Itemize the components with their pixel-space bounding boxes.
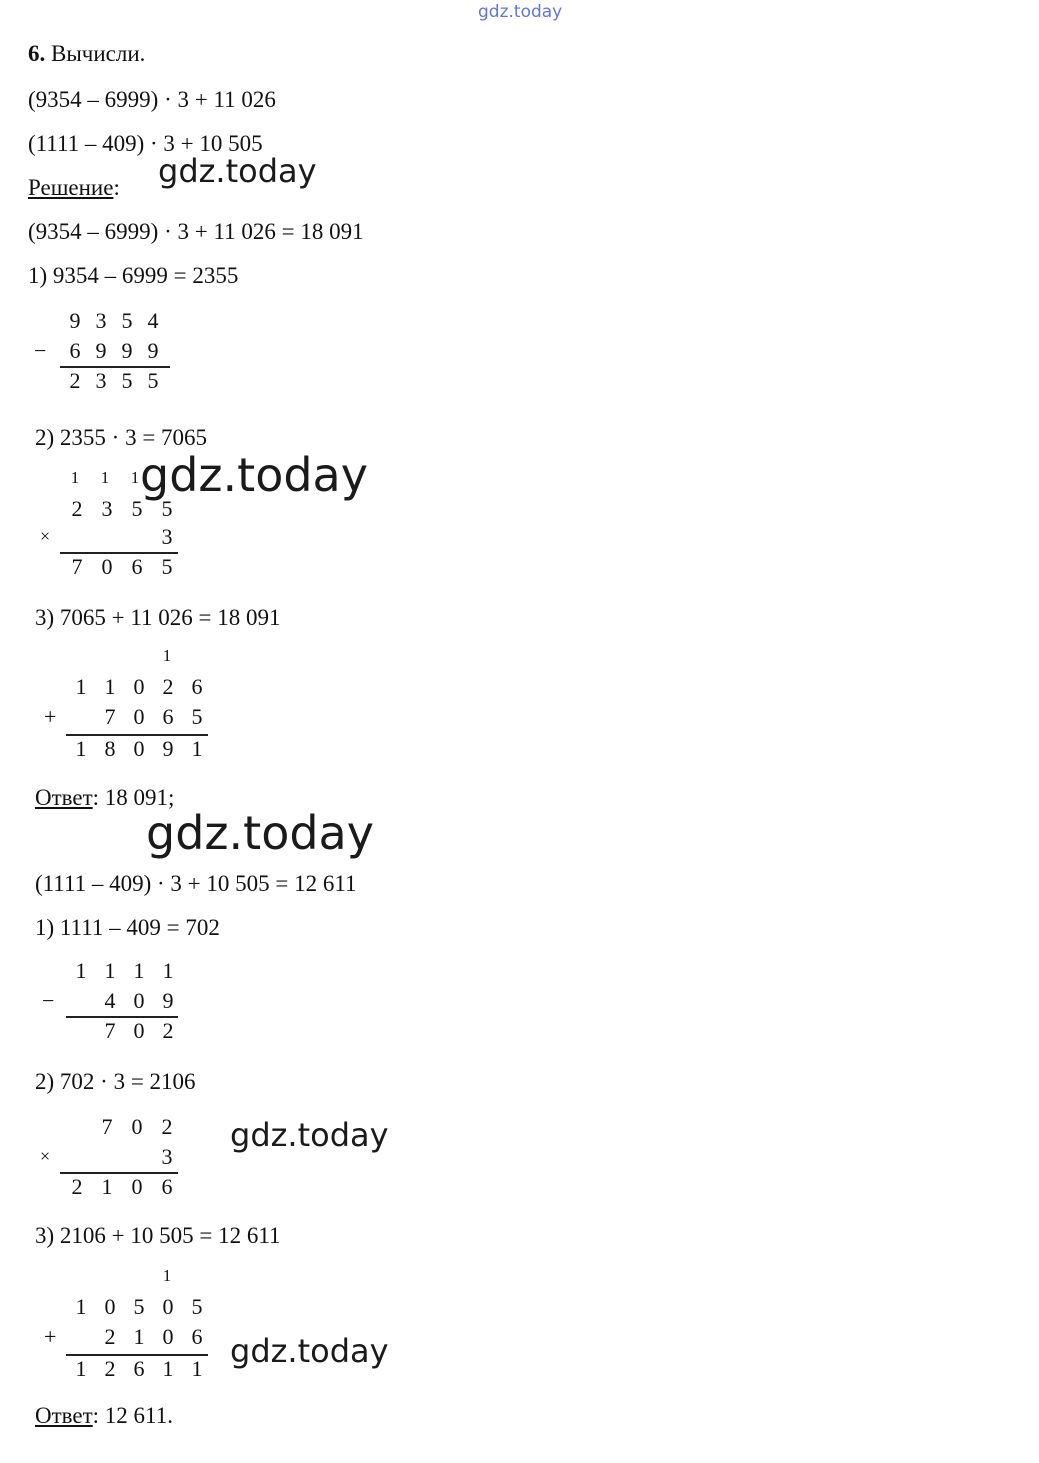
watermark: gdz.today: [158, 152, 317, 190]
digit: 3: [161, 1144, 173, 1169]
digit: 6: [161, 1174, 173, 1199]
part2-full-expression: (1111 – 409) · 3 + 10 505 = 12 611: [35, 871, 357, 896]
part2-step-1: 1) 1111 – 409 = 702: [35, 915, 220, 940]
digit: 1: [133, 1324, 145, 1349]
part1-step-3: 3) 7065 + 11 026 = 18 091: [35, 605, 281, 630]
watermark: gdz.today: [146, 806, 374, 860]
minus-sign: −: [34, 338, 47, 363]
digit: 7: [71, 554, 83, 579]
digit: 5: [131, 496, 143, 521]
part2-column-multiplication: [40, 1114, 190, 1210]
digit: 0: [133, 1018, 145, 1043]
answer-label: Ответ: [35, 785, 93, 810]
watermark: gdz.today: [230, 1332, 389, 1370]
answer-value: : 12 611.: [92, 1403, 173, 1428]
digit: 2: [71, 496, 83, 521]
digit: 3: [95, 308, 107, 333]
part1-step-1: 1) 9354 – 6999 = 2355: [28, 263, 239, 288]
multiply-sign: ×: [40, 1146, 51, 1166]
part2-column-addition: [44, 1266, 216, 1384]
digit: 0: [133, 674, 145, 699]
digit: 5: [133, 1294, 145, 1319]
digit: 1: [75, 958, 87, 983]
digit: 5: [161, 554, 173, 579]
digit: 0: [131, 1114, 143, 1139]
digit: 2: [162, 674, 174, 699]
watermark: gdz.today: [140, 448, 368, 502]
digit: 9: [95, 338, 107, 363]
digit: 9: [162, 736, 174, 761]
digit: 3: [101, 496, 113, 521]
part1-column-addition: [44, 646, 216, 764]
part1-column-subtraction: [34, 308, 180, 404]
multiply-sign: ×: [40, 526, 51, 546]
digit: 1: [75, 1294, 87, 1319]
digit: 1: [75, 674, 87, 699]
plus-sign: +: [44, 704, 57, 729]
digit: 2: [104, 1324, 116, 1349]
part1-answer: [35, 784, 174, 812]
part1-column-multiplication: [40, 468, 190, 586]
digit: 8: [104, 736, 116, 761]
digit: 0: [104, 1294, 116, 1319]
minus-sign: −: [42, 988, 55, 1013]
digit: 6: [133, 1356, 145, 1381]
digit: 5: [191, 704, 203, 729]
digit: 1: [133, 958, 145, 983]
digit: 0: [133, 988, 145, 1013]
digit: 9: [69, 308, 81, 333]
digit: 2: [71, 1174, 83, 1199]
digit: 6: [69, 338, 81, 363]
solution-label: Решение: [28, 175, 114, 200]
digit: 6: [191, 674, 203, 699]
digit: 1: [162, 958, 174, 983]
answer-value: : 18 091;: [92, 785, 175, 810]
task-number: 6.: [28, 41, 46, 66]
carry-digit: 1: [162, 646, 172, 665]
part2-step-3: 3) 2106 + 10 505 = 12 611: [35, 1223, 281, 1248]
carry-digit: 1: [70, 468, 80, 487]
digit: 1: [191, 1356, 203, 1381]
digit: 4: [104, 988, 116, 1013]
digit: 0: [133, 736, 145, 761]
task-expression-1: (9354 – 6999) · 3 + 11 026: [28, 87, 276, 112]
part2-step-2: 2) 702 · 3 = 2106: [35, 1069, 196, 1094]
part1-step-2: 2) 2355 · 3 = 7065: [35, 425, 208, 450]
part2-column-subtraction: [42, 958, 196, 1054]
digit: 2: [104, 1356, 116, 1381]
digit: 9: [147, 338, 159, 363]
digit: 6: [131, 554, 143, 579]
carry-digit: 1: [100, 468, 110, 487]
watermark: gdz.today: [230, 1116, 389, 1154]
digit: 6: [191, 1324, 203, 1349]
digit: 0: [131, 1174, 143, 1199]
digit: 2: [162, 1018, 174, 1043]
digit: 2: [69, 368, 81, 393]
digit: 1: [191, 736, 203, 761]
digit: 9: [121, 338, 133, 363]
digit: 5: [121, 308, 133, 333]
answer-label: Ответ: [35, 1403, 93, 1428]
task-header: [28, 40, 145, 68]
digit: 5: [191, 1294, 203, 1319]
carry-digit: 1: [162, 1266, 172, 1285]
digit: 1: [104, 958, 116, 983]
digit: 0: [162, 1324, 174, 1349]
carry-digit: 1: [130, 468, 140, 487]
watermark-top: gdz.today: [478, 2, 563, 22]
digit: 0: [101, 554, 113, 579]
digit: 1: [104, 674, 116, 699]
digit: 6: [162, 704, 174, 729]
task-title: Вычисли.: [51, 41, 146, 66]
digit: 3: [95, 368, 107, 393]
digit: 5: [147, 368, 159, 393]
digit: 2: [161, 1114, 173, 1139]
digit: 7: [101, 1114, 113, 1139]
digit: 5: [161, 496, 173, 521]
digit: 9: [162, 988, 174, 1013]
digit: 1: [75, 1356, 87, 1381]
digit: 7: [104, 1018, 116, 1043]
digit: 0: [162, 1294, 174, 1319]
digit: 0: [133, 704, 145, 729]
digit: 5: [121, 368, 133, 393]
digit: 4: [147, 308, 159, 333]
digit: 1: [101, 1174, 113, 1199]
part1-full-expression: (9354 – 6999) · 3 + 11 026 = 18 091: [28, 219, 364, 244]
task-expression-2: (1111 – 409) · 3 + 10 505: [28, 131, 263, 156]
digit: 7: [104, 704, 116, 729]
part2-answer: [35, 1402, 173, 1430]
digit: 3: [161, 524, 173, 549]
digit: 1: [75, 736, 87, 761]
plus-sign: +: [44, 1324, 57, 1349]
solution-heading: Решение:: [28, 175, 120, 200]
digit: 1: [162, 1356, 174, 1381]
